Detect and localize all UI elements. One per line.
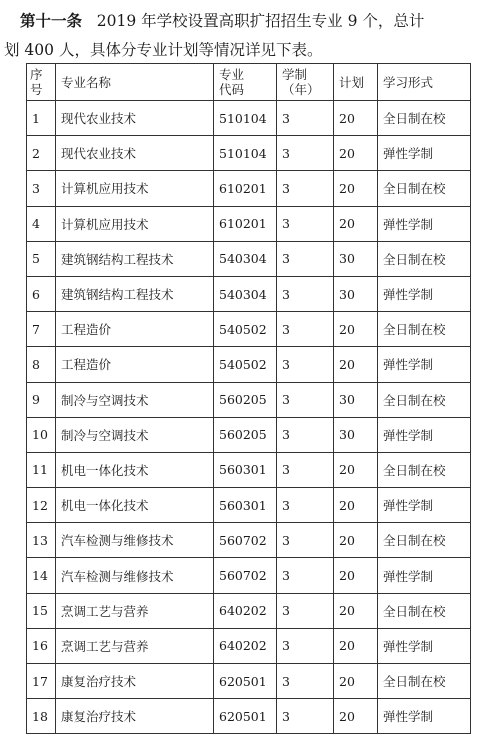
cell-no: 9: [27, 382, 56, 417]
cell-form: 弹性学制: [378, 558, 471, 593]
table-row: [27, 312, 471, 347]
cell-plan: 20: [334, 523, 378, 558]
cell-plan: 20: [334, 206, 378, 241]
table-row: [27, 136, 471, 171]
header-seq: [27, 64, 56, 101]
cell-plan: 30: [334, 241, 378, 276]
cell-years: 3: [277, 523, 334, 558]
header-seq-line2: 号: [30, 82, 43, 97]
cell-years: 3: [277, 136, 334, 171]
cell-plan: 30: [334, 276, 378, 311]
cell-plan: 20: [334, 312, 378, 347]
cell-code: 540304: [214, 241, 277, 276]
table-row: [27, 488, 471, 523]
cell-no: 12: [27, 488, 56, 523]
table-row: [27, 382, 471, 417]
header-plan: 计划: [334, 64, 378, 101]
cell-no: 18: [27, 699, 56, 734]
table-row: [27, 558, 471, 593]
table-row: [27, 417, 471, 452]
cell-code: 610201: [214, 171, 277, 206]
cell-years: 3: [277, 452, 334, 487]
cell-code: 610201: [214, 206, 277, 241]
paragraph-line-2: 划 400 人，具体分专业计划等情况详见下表。: [4, 41, 323, 59]
cell-code: 620501: [214, 699, 277, 734]
cell-name: 计算机应用技术: [56, 206, 214, 241]
cell-no: 4: [27, 206, 56, 241]
cell-plan: 20: [334, 558, 378, 593]
cell-years: 3: [277, 699, 334, 734]
table-row: [27, 523, 471, 558]
table-row: [27, 452, 471, 487]
table-row: [27, 241, 471, 276]
cell-plan: 20: [334, 136, 378, 171]
cell-years: 3: [277, 664, 334, 699]
cell-no: 7: [27, 312, 56, 347]
cell-name: 康复治疗技术: [56, 699, 214, 734]
cell-code: 620501: [214, 664, 277, 699]
cell-no: 17: [27, 664, 56, 699]
cell-form: 全日制在校: [378, 241, 471, 276]
cell-plan: 30: [334, 417, 378, 452]
cell-years: 3: [277, 593, 334, 628]
paragraph-text-1: 2019 年学校设置高职扩招招生专业 9 个，总计: [96, 12, 425, 30]
cell-form: 全日制在校: [378, 452, 471, 487]
cell-code: 540502: [214, 347, 277, 382]
cell-name: 制冷与空调技术: [56, 382, 214, 417]
cell-plan: 20: [334, 452, 378, 487]
cell-form: 全日制在校: [378, 664, 471, 699]
cell-form: 全日制在校: [378, 101, 471, 136]
header-name: 专业名称: [56, 64, 214, 101]
cell-code: 560205: [214, 417, 277, 452]
cell-years: 3: [277, 628, 334, 663]
cell-name: 汽车检测与维修技术: [56, 523, 214, 558]
header-years-line1: 学制: [282, 67, 308, 82]
cell-no: 14: [27, 558, 56, 593]
cell-code: 510104: [214, 101, 277, 136]
cell-form: 弹性学制: [378, 699, 471, 734]
article-title: 第十一条: [20, 11, 83, 30]
table-row: [27, 593, 471, 628]
cell-plan: 20: [334, 488, 378, 523]
cell-name: 机电一体化技术: [56, 452, 214, 487]
cell-years: 3: [277, 276, 334, 311]
cell-plan: 20: [334, 101, 378, 136]
cell-years: 3: [277, 347, 334, 382]
cell-no: 11: [27, 452, 56, 487]
header-years: [277, 64, 334, 101]
cell-years: 3: [277, 171, 334, 206]
table-row: [27, 347, 471, 382]
header-years-line2: （年）: [282, 82, 320, 97]
cell-plan: 20: [334, 664, 378, 699]
cell-no: 2: [27, 136, 56, 171]
cell-code: 560205: [214, 382, 277, 417]
cell-name: 工程造价: [56, 347, 214, 382]
cell-code: 540304: [214, 276, 277, 311]
cell-name: 机电一体化技术: [56, 488, 214, 523]
cell-name: 工程造价: [56, 312, 214, 347]
cell-no: 13: [27, 523, 56, 558]
cell-name: 汽车检测与维修技术: [56, 558, 214, 593]
table-row: [27, 206, 471, 241]
table-row: [27, 699, 471, 734]
cell-code: 640202: [214, 593, 277, 628]
cell-years: 3: [277, 488, 334, 523]
cell-name: 现代农业技术: [56, 136, 214, 171]
cell-plan: 20: [334, 699, 378, 734]
header-seq-line1: 序: [30, 67, 43, 82]
table-header-row: [27, 64, 471, 101]
cell-no: 8: [27, 347, 56, 382]
cell-name: 现代农业技术: [56, 101, 214, 136]
cell-years: 3: [277, 101, 334, 136]
cell-form: 全日制在校: [378, 523, 471, 558]
cell-form: 弹性学制: [378, 347, 471, 382]
cell-plan: 20: [334, 593, 378, 628]
cell-plan: 20: [334, 347, 378, 382]
table-row: [27, 664, 471, 699]
cell-name: 计算机应用技术: [56, 171, 214, 206]
cell-code: 560301: [214, 488, 277, 523]
cell-years: 3: [277, 558, 334, 593]
cell-no: 3: [27, 171, 56, 206]
cell-name: 制冷与空调技术: [56, 417, 214, 452]
cell-name: 烹调工艺与营养: [56, 593, 214, 628]
cell-code: 560702: [214, 558, 277, 593]
cell-form: 全日制在校: [378, 593, 471, 628]
cell-name: 建筑钢结构工程技术: [56, 276, 214, 311]
table-row: [27, 171, 471, 206]
table-body: [27, 101, 471, 734]
cell-plan: 20: [334, 628, 378, 663]
cell-no: 5: [27, 241, 56, 276]
table-row: [27, 276, 471, 311]
cell-code: 510104: [214, 136, 277, 171]
cell-form: 弹性学制: [378, 206, 471, 241]
cell-name: 建筑钢结构工程技术: [56, 241, 214, 276]
cell-name: 康复治疗技术: [56, 664, 214, 699]
cell-form: 全日制在校: [378, 171, 471, 206]
cell-form: 弹性学制: [378, 276, 471, 311]
cell-form: 全日制在校: [378, 312, 471, 347]
cell-no: 1: [27, 101, 56, 136]
cell-no: 6: [27, 276, 56, 311]
header-code-line2: 代码: [219, 82, 245, 97]
cell-years: 3: [277, 417, 334, 452]
cell-form: 全日制在校: [378, 382, 471, 417]
cell-form: 弹性学制: [378, 628, 471, 663]
cell-plan: 30: [334, 382, 378, 417]
cell-name: 烹调工艺与营养: [56, 628, 214, 663]
cell-plan: 20: [334, 171, 378, 206]
cell-no: 16: [27, 628, 56, 663]
cell-code: 540502: [214, 312, 277, 347]
cell-no: 10: [27, 417, 56, 452]
cell-code: 560301: [214, 452, 277, 487]
cell-form: 弹性学制: [378, 488, 471, 523]
paragraph-line-1: [20, 6, 424, 36]
header-form: 学习形式: [378, 64, 471, 101]
cell-no: 15: [27, 593, 56, 628]
header-code: [214, 64, 277, 101]
header-code-line1: 专业: [219, 67, 245, 82]
cell-years: 3: [277, 312, 334, 347]
cell-years: 3: [277, 206, 334, 241]
table-row: [27, 628, 471, 663]
cell-code: 640202: [214, 628, 277, 663]
cell-form: 弹性学制: [378, 136, 471, 171]
enrollment-table: [26, 63, 471, 734]
cell-code: 560702: [214, 523, 277, 558]
cell-form: 弹性学制: [378, 417, 471, 452]
cell-years: 3: [277, 382, 334, 417]
cell-years: 3: [277, 241, 334, 276]
table-row: [27, 101, 471, 136]
